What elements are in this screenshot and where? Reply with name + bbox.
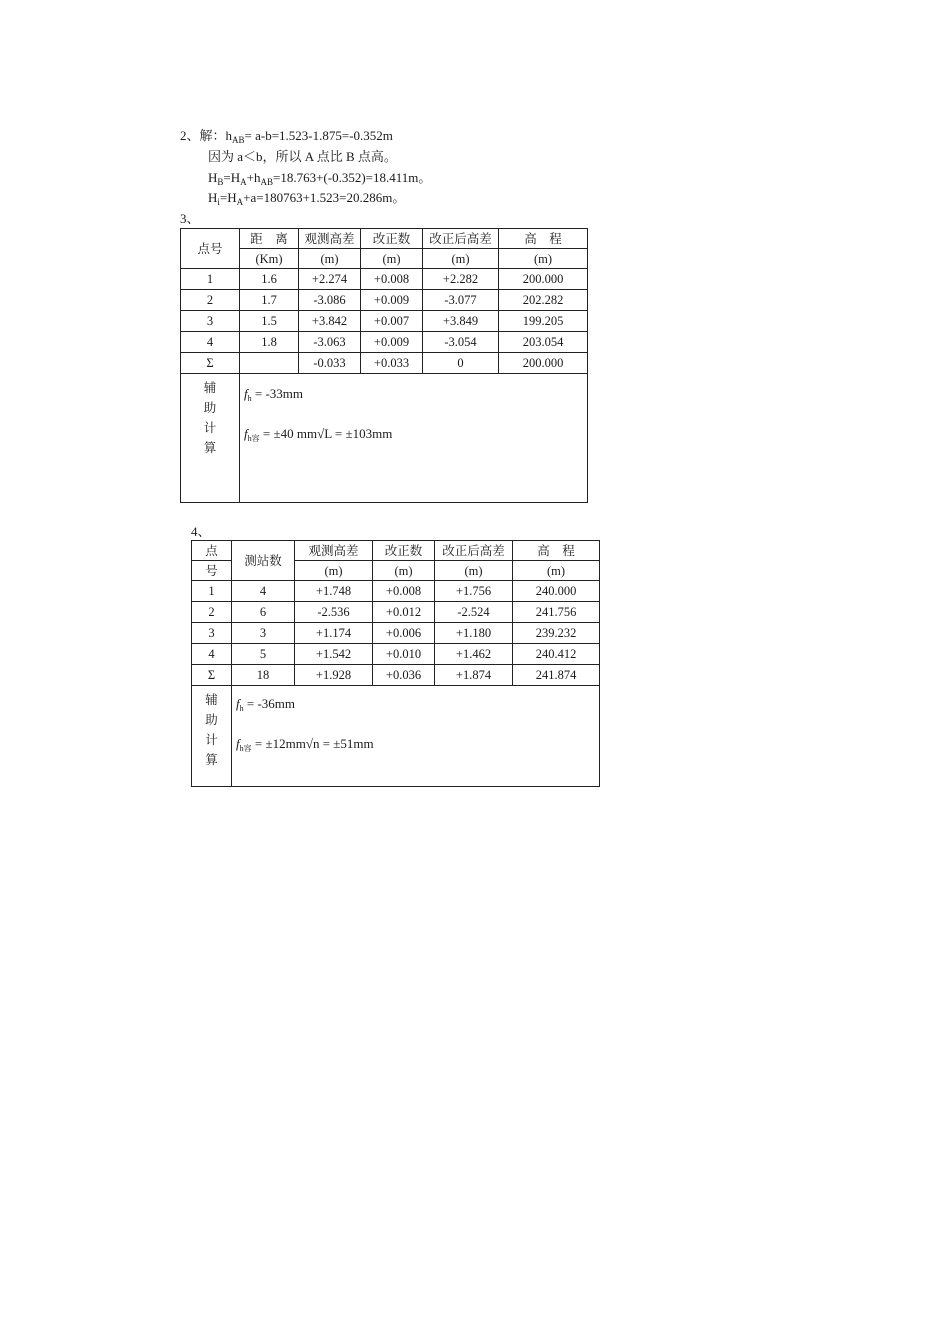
fhr-sub: h容 — [239, 744, 252, 753]
table4-unit-corrected: (m) — [435, 561, 513, 581]
table3-header-correction: 改正数 — [361, 229, 423, 249]
fh-var: f — [236, 696, 240, 711]
problem2-line1-prefix: 2、解：h — [180, 128, 233, 143]
aux-char: 计 — [203, 421, 217, 435]
table-cell: +0.009 — [361, 290, 423, 311]
table-row-sum — [181, 353, 588, 374]
table3-unit-observed: (m) — [299, 249, 361, 269]
table4-header-row-1 — [192, 541, 600, 561]
table4-fhr-formula — [236, 736, 599, 752]
table-cell: 6 — [232, 602, 295, 623]
table-cell: +1.748 — [295, 581, 373, 602]
table4-unit-elevation: (m) — [513, 561, 600, 581]
table3-header-distance: 距 离 — [240, 229, 299, 249]
table3-header-corrected: 改正后高差 — [423, 229, 499, 249]
table-cell: +1.874 — [435, 665, 513, 686]
table-cell: +3.842 — [299, 311, 361, 332]
problem2-line3-s2: A — [240, 177, 247, 187]
table4-header-point-top: 点 — [192, 541, 232, 561]
problem2-line3-rest: =18.763+(-0.352)=18.411m。 — [273, 170, 432, 185]
table-cell: +1.542 — [295, 644, 373, 665]
table-cell: -3.086 — [299, 290, 361, 311]
table-cell: 3 — [232, 623, 295, 644]
table-cell: 200.000 — [499, 353, 588, 374]
table-cell: 240.412 — [513, 644, 600, 665]
fh-var: f — [244, 386, 248, 401]
table4-aux-body — [232, 686, 600, 787]
table-cell: +2.282 — [423, 269, 499, 290]
table3-unit-corrected: (m) — [423, 249, 499, 269]
table-cell: 241.756 — [513, 602, 600, 623]
table3-header-point: 点号 — [181, 229, 240, 269]
table-cell: -2.524 — [435, 602, 513, 623]
table-cell: 4 — [181, 332, 240, 353]
problem2-line1-sub: AB — [232, 135, 245, 145]
problem2-line3-h3: +h — [246, 170, 261, 185]
table-row — [181, 311, 588, 332]
table4-header-elevation: 高 程 — [513, 541, 600, 561]
table-cell: 3 — [181, 311, 240, 332]
fh-sub: h — [247, 394, 252, 403]
fh-value: = -36mm — [246, 696, 296, 711]
table4-label: 4、 — [191, 524, 211, 539]
table-cell: +1.174 — [295, 623, 373, 644]
table-cell: +0.009 — [361, 332, 423, 353]
table-cell: 2 — [192, 602, 232, 623]
table-cell: 239.232 — [513, 623, 600, 644]
table3-fh-formula — [244, 386, 587, 402]
table-cell: 241.874 — [513, 665, 600, 686]
problem2-line4-s1: i — [217, 197, 220, 207]
problem2-line4-rest: +a=180763+1.523=20.286m。 — [243, 190, 406, 205]
table3-fhr-formula — [244, 426, 587, 442]
aux-char: 算 — [205, 753, 218, 767]
table-cell: -0.033 — [299, 353, 361, 374]
problem2-line2: 因为 a＜b，所以 A 点比 B 点高。 — [208, 149, 397, 164]
aux-char: 算 — [203, 441, 217, 455]
table-row — [192, 623, 600, 644]
table-cell: +0.008 — [361, 269, 423, 290]
table-row — [181, 332, 588, 353]
table3-aux-body — [240, 374, 588, 503]
table-cell: +0.010 — [373, 644, 435, 665]
aux-char: 辅 — [203, 381, 217, 395]
table4-fh-formula — [236, 696, 599, 712]
problem2-line4-h1: H — [208, 190, 218, 205]
table-cell: 1.8 — [240, 332, 299, 353]
problem2-line3-h1: H — [208, 170, 218, 185]
table-row — [192, 581, 600, 602]
table-cell: -3.054 — [423, 332, 499, 353]
table-cell: +1.756 — [435, 581, 513, 602]
table4-header-point-bottom: 号 — [192, 561, 232, 581]
table3-header-elevation: 高 程 — [499, 229, 588, 249]
table-cell: Σ — [192, 665, 232, 686]
table-cell: +0.012 — [373, 602, 435, 623]
problem2-line3-s3: AB — [260, 177, 273, 187]
table4-header-correction: 改正数 — [373, 541, 435, 561]
table3-unit-elevation: (m) — [499, 249, 588, 269]
fhr-value: = ±12mm√n = ±51mm — [254, 736, 374, 751]
table-cell: 199.205 — [499, 311, 588, 332]
table-cell: 2 — [181, 290, 240, 311]
table3-aux-row — [181, 374, 588, 503]
table-cell: 1 — [192, 581, 232, 602]
fhr-sub: h容 — [247, 434, 260, 443]
aux-char: 助 — [205, 713, 218, 727]
problem2-line4-s2: A — [236, 197, 244, 207]
table-cell: 202.282 — [499, 290, 588, 311]
problem2-line3 — [208, 170, 431, 186]
table3-header-observed: 观测高差 — [299, 229, 361, 249]
table-cell: +0.036 — [373, 665, 435, 686]
table-cell: -2.536 — [295, 602, 373, 623]
table-row — [181, 290, 588, 311]
aux-char: 辅 — [205, 693, 218, 707]
table3-unit-distance: (Km) — [240, 249, 299, 269]
table3-label: 3、 — [180, 211, 200, 226]
table-cell: 200.000 — [499, 269, 588, 290]
table-row — [192, 644, 600, 665]
fhr-var: f — [244, 426, 248, 441]
table-cell — [240, 353, 299, 374]
table3-aux-label — [181, 374, 240, 503]
table4-unit-observed: (m) — [295, 561, 373, 581]
table-cell: +3.849 — [423, 311, 499, 332]
problem2-line1 — [180, 128, 393, 144]
table-cell: 4 — [192, 644, 232, 665]
table-cell: -3.077 — [423, 290, 499, 311]
table-row — [181, 269, 588, 290]
table-cell: 1.6 — [240, 269, 299, 290]
table3-header-row-1 — [181, 229, 588, 249]
fh-sub: h — [239, 704, 244, 713]
table4-unit-correction: (m) — [373, 561, 435, 581]
table4-aux-row — [192, 686, 600, 787]
problem2-line1-rest: = a-b=1.523-1.875=-0.352m — [244, 128, 393, 143]
table4-aux-label — [192, 686, 232, 787]
table-cell: 240.000 — [513, 581, 600, 602]
table4-header-stations: 测站数 — [232, 541, 295, 581]
table-cell: 4 — [232, 581, 295, 602]
table-row — [192, 602, 600, 623]
table-cell: +0.033 — [361, 353, 423, 374]
table3 — [180, 228, 588, 503]
table-cell: 5 — [232, 644, 295, 665]
table4 — [191, 540, 600, 787]
table-cell: 0 — [423, 353, 499, 374]
aux-char: 计 — [205, 733, 218, 747]
table-cell: -3.063 — [299, 332, 361, 353]
table-cell: +1.462 — [435, 644, 513, 665]
table-cell: 1.7 — [240, 290, 299, 311]
table-cell: +0.006 — [373, 623, 435, 644]
table-cell: 3 — [192, 623, 232, 644]
table-cell: +0.007 — [361, 311, 423, 332]
table-cell: Σ — [181, 353, 240, 374]
table-cell: +1.180 — [435, 623, 513, 644]
fhr-value: = ±40 mm√L = ±103mm — [262, 426, 393, 441]
table4-header-corrected: 改正后高差 — [435, 541, 513, 561]
table-cell: +2.274 — [299, 269, 361, 290]
table3-unit-correction: (m) — [361, 249, 423, 269]
problem2-line3-s1: B — [217, 177, 224, 187]
table3-header-row-2 — [181, 249, 588, 269]
table-row-sum — [192, 665, 600, 686]
table-cell: 1 — [181, 269, 240, 290]
problem2-line3-h2: =H — [223, 170, 241, 185]
fhr-var: f — [236, 736, 240, 751]
fh-value: = -33mm — [254, 386, 304, 401]
aux-char: 助 — [203, 401, 217, 415]
problem2-line4 — [208, 190, 405, 206]
table-cell: 203.054 — [499, 332, 588, 353]
table-cell: 1.5 — [240, 311, 299, 332]
table-cell: 18 — [232, 665, 295, 686]
table-cell: +0.008 — [373, 581, 435, 602]
table4-header-observed: 观测高差 — [295, 541, 373, 561]
problem2-line4-h2: =H — [219, 190, 237, 205]
table-cell: +1.928 — [295, 665, 373, 686]
